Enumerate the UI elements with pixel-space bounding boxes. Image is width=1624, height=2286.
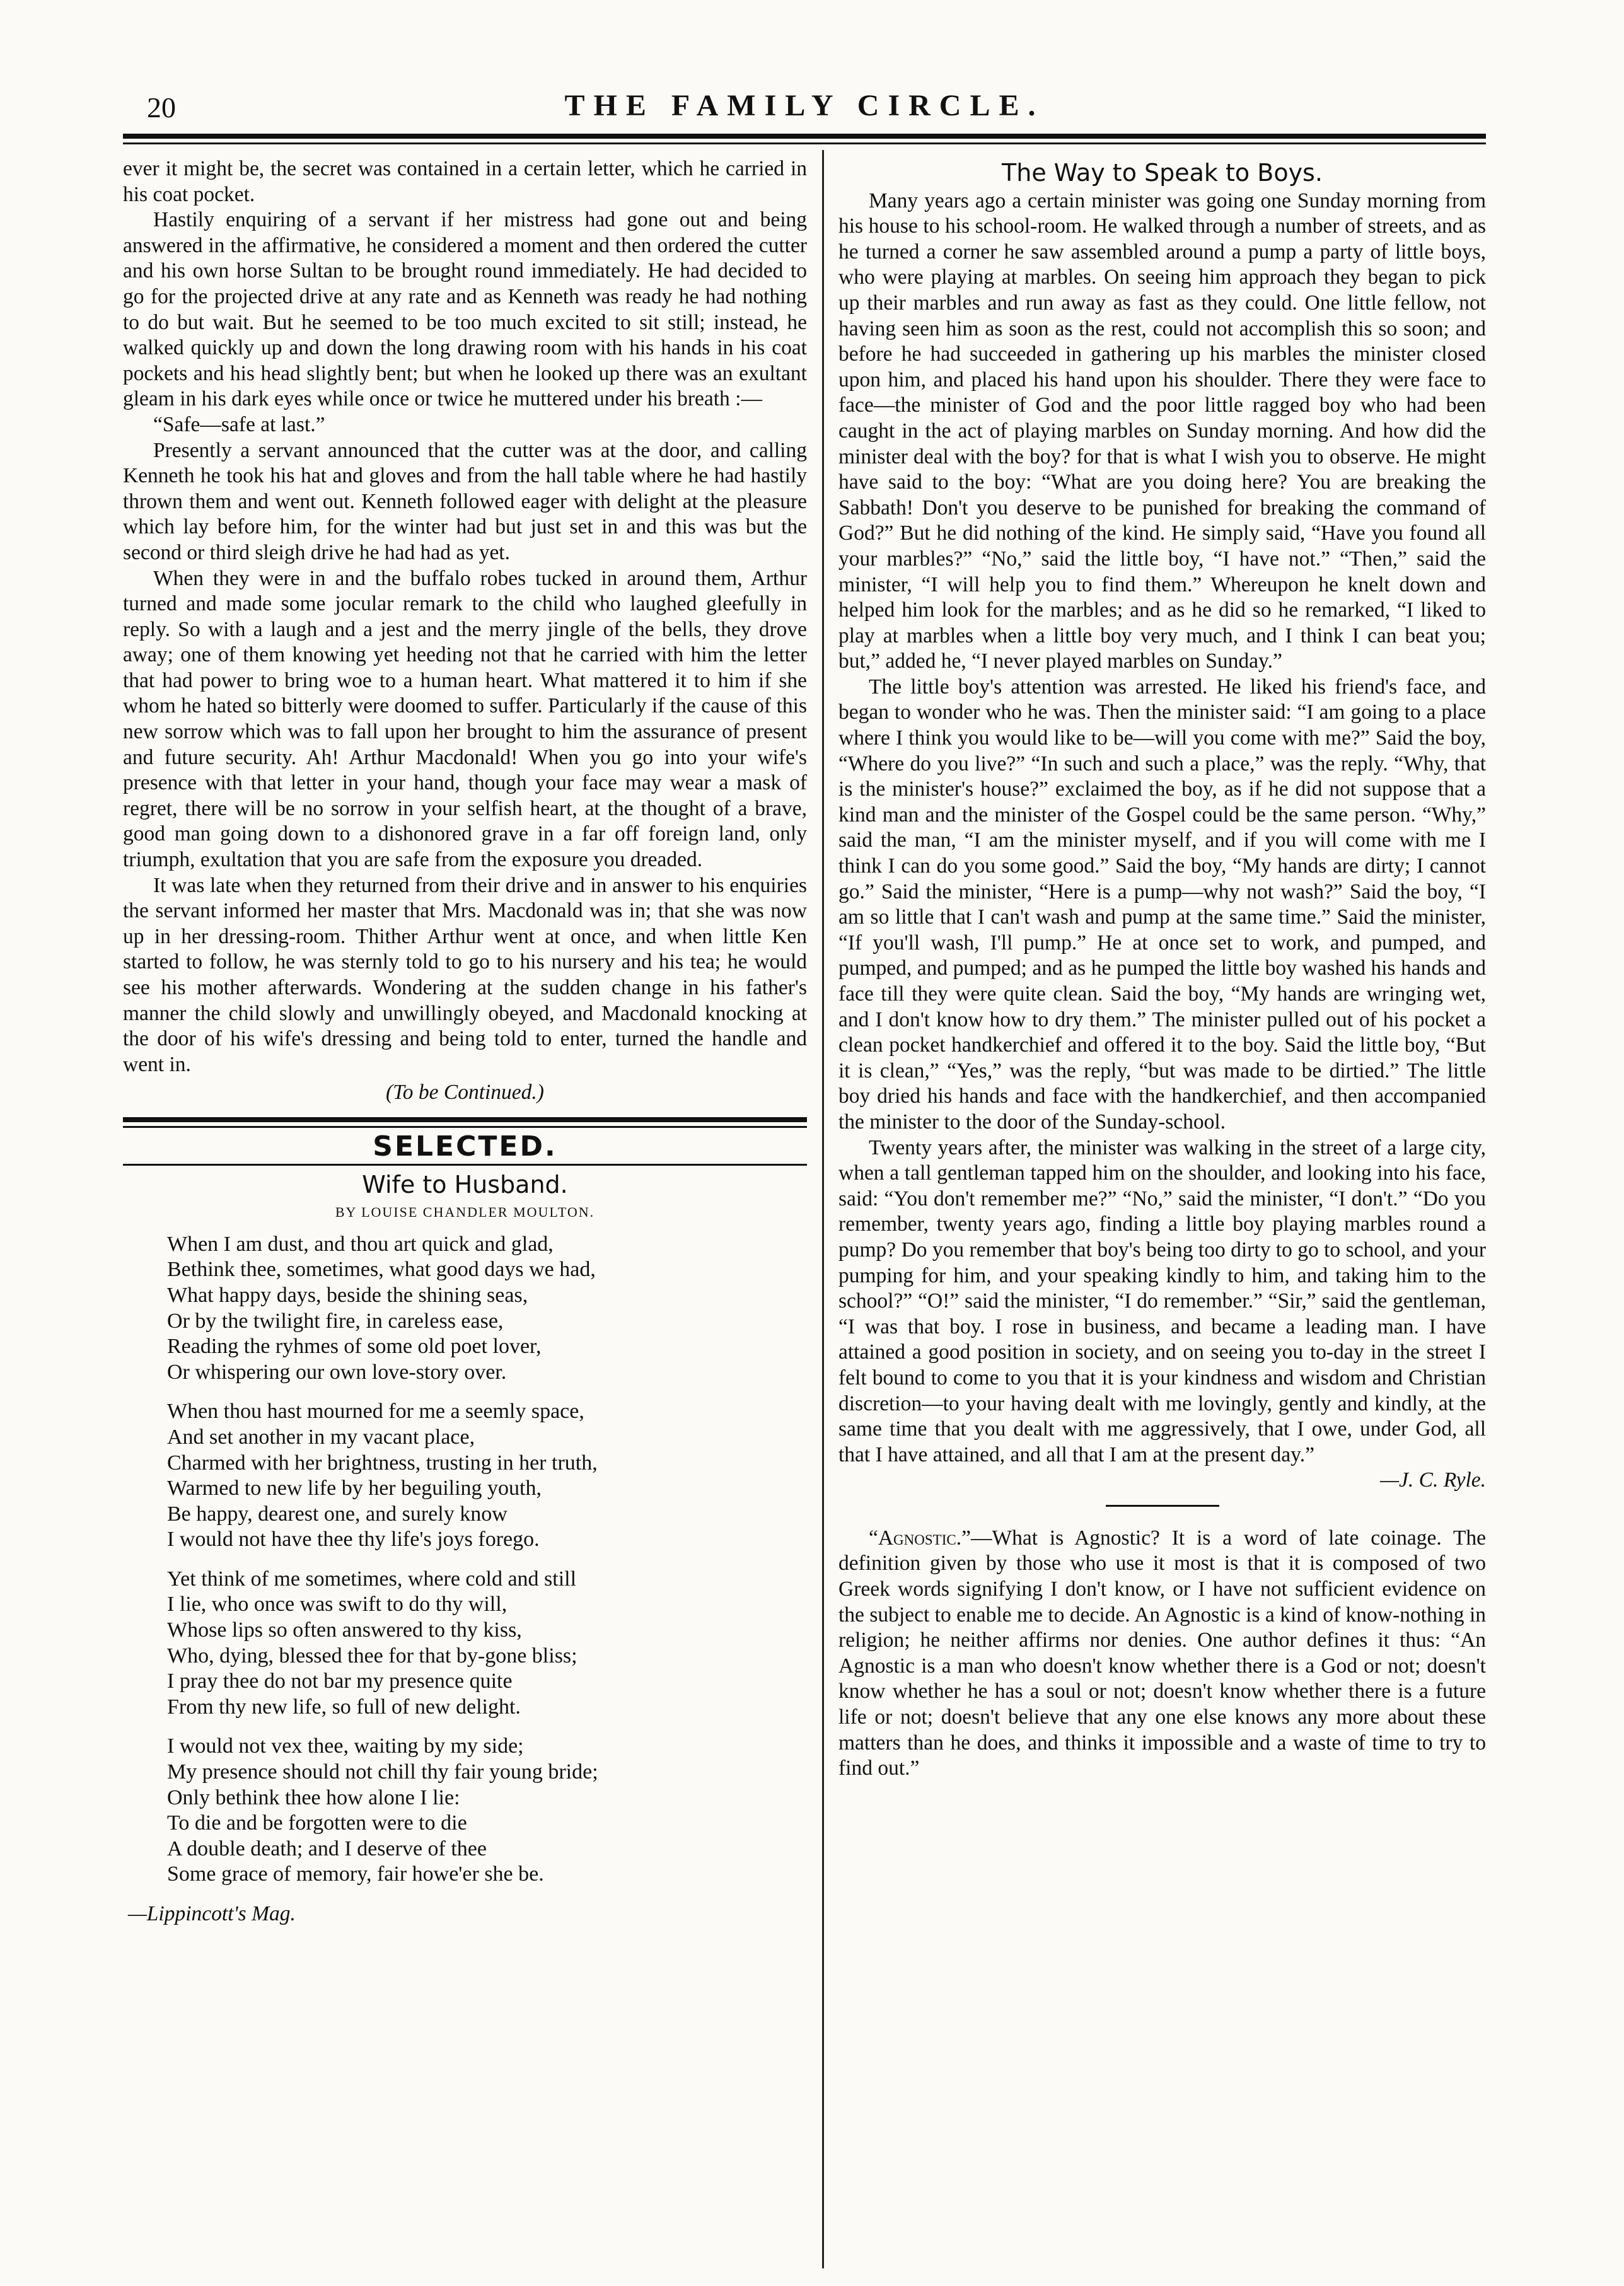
poem-line: From thy new life, so full of new delight. xyxy=(167,1695,521,1719)
story-paragraph: Hastily enquiring of a servant if her mistress had gone out and being answered in the affirmative, he considered a moment and then ordered the cutter and his own horse Sultan to be brought round immediately. He had decided to go for the projected drive at any rate and as Kenneth was ready he had nothing to do but wait. But he seemed to be too much excited to sit still; instead, he walked quickly up and down the long drawing room with his hands in his coat pockets and his head slightly bent; but when he looked up there was an exultant gleam in his dark eyes while once or twice he muttered under his breath :— xyxy=(123,208,807,411)
poem-line: Only bethink thee how alone I lie: xyxy=(167,1785,460,1809)
article-title: The Way to Speak to Boys. xyxy=(1002,159,1323,187)
poem-line: I pray thee do not bar my presence quite xyxy=(167,1669,513,1693)
poem-line: I lie, who once was swift to do thy will, xyxy=(167,1593,508,1616)
agnostic-paragraph xyxy=(838,1526,1486,1782)
column-divider xyxy=(822,150,824,2268)
poem-source: —Lippincott's Mag. xyxy=(128,1902,296,1925)
to-be-continued: (To be Continued.) xyxy=(386,1081,544,1105)
agnostic-lead: “Agnostic.” xyxy=(869,1526,971,1550)
story-continuation xyxy=(123,156,807,1077)
page-number: 20 xyxy=(147,91,176,124)
poem-line: A double death; and I deserve of thee xyxy=(167,1836,487,1860)
poem-stanza xyxy=(167,1399,807,1553)
poem-stanza xyxy=(167,1567,807,1720)
article-body xyxy=(838,189,1486,1494)
story-paragraph: “Safe—safe at last.” xyxy=(153,412,325,436)
header-rule-thin xyxy=(123,142,1486,144)
poem-line: And set another in my vacant place, xyxy=(167,1425,475,1449)
poem-stanza xyxy=(167,1734,807,1888)
poem-line: Reading the ryhmes of some old poet lover, xyxy=(167,1335,542,1359)
left-column xyxy=(123,156,807,1927)
poem-line: Or whispering our own love-story over. xyxy=(167,1360,507,1384)
story-paragraph: Presently a servant announced that the cutter was at the door, and calling Kenneth he took his hat and gloves and from the hall table where he had hastily thrown them and went out. Kenneth followed eager with delight at the pleasure which lay before him, for the winter had but just set in and this was but the second or third sleigh drive he had had as yet. xyxy=(123,438,807,564)
poem-line: Be happy, dearest one, and surely know xyxy=(167,1502,508,1526)
poem-byline: BY LOUISE CHANDLER MOULTON. xyxy=(335,1204,595,1221)
poem-line: When thou hast mourned for me a seemly space, xyxy=(167,1400,584,1424)
poem-line: Who, dying, blessed thee for that by-gone bliss; xyxy=(167,1644,577,1668)
poem-line: I would not vex thee, waiting by my side; xyxy=(167,1734,524,1758)
section-rule-under xyxy=(123,1164,807,1166)
poem-title: Wife to Husband. xyxy=(362,1170,568,1198)
poem-line: Warmed to new life by her beguiling youth, xyxy=(167,1477,542,1500)
article-paragraph: Many years ago a certain minister was going one Sunday morning from his house to his school-room. He walked through a number of streets, and as he turned a corner he saw assembled around a pump a party of little boys, who were playing at marbles. On seeing him approach they began to pick up their marbles and run away as fast as they could. One little fellow, not having seen him as soon as the rest, could not accomplish this so soon; and before he had succeeded in gathering up his marbles the minister closed upon him, and placed his hand upon his shoulder. There they were face to face—the minister of God and the poor little ragged boy who had been caught in the act of playing marbles on Sunday morning. And how did the minister deal with the boy? for that is what I wish you to observe. He might have said to the boy: “What are you doing here? You are breaking the Sabbath! Don't you deserve to be punished for breaking the command of God?” But he did nothing of the kind. He simply said, “Have you found all your marbles?” “No,” said the little boy, “I have not.” “Then,” said the minister, “I will help you to find them.” Whereupon he knelt down and helped him look for the marbles; and as he did so he remarked, “I liked to play at marbles when a little boy very much, and I think I can beat you; but,” added he, “I never played marbles on Sunday.” xyxy=(838,189,1486,673)
article-paragraph: The little boy's attention was arrested. He liked his friend's face, and began to wonder who he was. Then the minister said: “I am going to a place where I think you would like to be—will you come with me?” Said the boy, “Where do you live?” “In such and such a place,” was the reply. “Why, that is the minister's house?” exclaimed the boy, as if he did not suppose that a kind man and the minister of the Gospel could be the same person. “Why,” said the man, “I am the minister myself, and if you will come with me I think I can do you some good.” Said the boy, “My hands are dirty; I cannot go.” Said the minister, “Here is a pump—why not wash?” Said the boy, “I am so little that I can't wash and pump at the same time.” Said the minister, “If you'll wash, I'll pump.” He at once set to work, and pumped, and pumped, and pumped; and as he pumped the little boy washed his hands and face till they were quite clean. Said the boy, “My hands are wringing wet, and I don't know how to dry them.” The minister pulled out of his pocket a clean pocket handkerchief and offered it to the boy. Said the little boy, “But it is clean,” “Yes,” was the reply, “but was made to be dirtied.” The little boy dried his hands and face with the handkerchief, and then accompanied the minister to the door of the Sunday-school. xyxy=(838,675,1486,1134)
article-signature: —J. C. Ryle. xyxy=(1380,1468,1486,1492)
article-signature-line xyxy=(838,1468,1486,1494)
poem-line: Yet think of me sometimes, where cold and still xyxy=(167,1567,577,1591)
poem-line: Bethink thee, sometimes, what good days we had, xyxy=(167,1258,596,1282)
story-paragraph: It was late when they returned from their drive and in answer to his enquiries the servant informed her master that Mrs. Macdonald was in; that she was now up in her dressing-room. Thither Arthur went at once, and when little Ken started to follow, he was sternly told to go to his nursery and his tea; he would see his mother afterwards. Wondering at the sudden change in his father's manner the child slowly and unwillingly obeyed, and Macdonald knocking at the door of his wife's dressing and being told to enter, turned the handle and went in. xyxy=(123,873,807,1076)
poem-line: When I am dust, and thou art quick and glad, xyxy=(167,1232,554,1256)
poem xyxy=(123,1172,807,1927)
article-paragraph: Twenty years after, the minister was walking in the street of a large city, when a tall gentleman tapped him on the shoulder, and looking into his face, said: “You don't remember me?” “No,” said the minister, “I don't.” “Do you remember, twenty years ago, finding a little boy playing marbles round a pump? Do you remember that boy's being too dirty to go to school, and your pumping for him, and your speaking kindly to him, and taking him to the school?” “O!” said the minister, “I do remember.” “Sir,” said the gentleman, “I was that boy. I rose in business, and became a leading man. I have attained a good position in society, and on seeing you to-day in the street I felt bound to come to you that it is your kindness and wisdom and Christian discretion—to your having dealt with me lovingly, gently and kindly, at the same time that you dealt with me aggressively, that I owe, under God, all that I have attained, and all that I am at the present day.” xyxy=(838,1135,1486,1466)
article-separator-rule xyxy=(1106,1505,1219,1507)
poem-line: I would not have thee thy life's joys forego. xyxy=(167,1528,540,1552)
section-rule-heavy xyxy=(123,1117,807,1122)
poem-line: My presence should not chill thy fair young bride; xyxy=(167,1760,598,1784)
poem-line: Some grace of memory, fair howe'er she be. xyxy=(167,1862,544,1886)
section-rule-thin xyxy=(123,1126,807,1128)
poem-line: To die and be forgotten were to die xyxy=(167,1811,467,1835)
page-header xyxy=(123,87,1486,131)
poem-line: Or by the twilight fire, in careless ease, xyxy=(167,1309,504,1333)
agnostic-text: —What is Agnostic? It is a word of late coinage. The definition given by those who use it most is that it is composed of two Greek words signifying I don't know, or I have not sufficient evidence on the subject to enable me to decide. An Agnostic is a kind of know-nothing in religion; he neither affirms nor denies. One author defines it thus: “An Agnostic is a man who doesn't know whether there is a God or not; doesn't know whether he has a soul or not; doesn't know whether there is a future life or not; doesn't believe that any one else knows any more about these matters than he does, and thinks it impossible and a waste of time to try to find out.” xyxy=(838,1526,1486,1780)
header-rule-heavy xyxy=(123,134,1486,139)
story-paragraph: ever it might be, the secret was contained in a certain letter, which he carried in his coat pocket. xyxy=(123,157,807,206)
poem-stanza xyxy=(167,1232,807,1386)
story-paragraph: When they were in and the buffalo robes tucked in around them, Arthur turned and made some jocular remark to the child who laughed gleefully in reply. So with a laugh and a jest and the merry jingle of the bells, they drove away; one of them knowing yet heeding not that he carried with him the letter that had power to bring woe to a human heart. What mattered it to him if she whom he hated so bitterly were doomed to suffer. Particularly if the cause of this new sorrow which was to fall upon her brought to him the assurance of present and future security. Ah! Arthur Macdonald! When you go into your wife's presence with that letter in your hand, though your face may wear a mask of regret, there will be no sorrow in your selfish heart, at the thought of a brave, good man going down to a dishonored grave in a far off foreign land, only triumph, exultation that you are safe from the exposure you dreaded. xyxy=(123,566,807,872)
right-column xyxy=(838,156,1486,1782)
poem-line: What happy days, beside the shining seas, xyxy=(167,1283,528,1307)
poem-line: Charmed with her brightness, trusting in her truth, xyxy=(167,1451,598,1475)
poem-line: Whose lips so often answered to thy kiss, xyxy=(167,1618,522,1642)
masthead-title: THE FAMILY CIRCLE. xyxy=(564,89,1045,122)
section-heading-selected: SELECTED. xyxy=(373,1130,557,1163)
